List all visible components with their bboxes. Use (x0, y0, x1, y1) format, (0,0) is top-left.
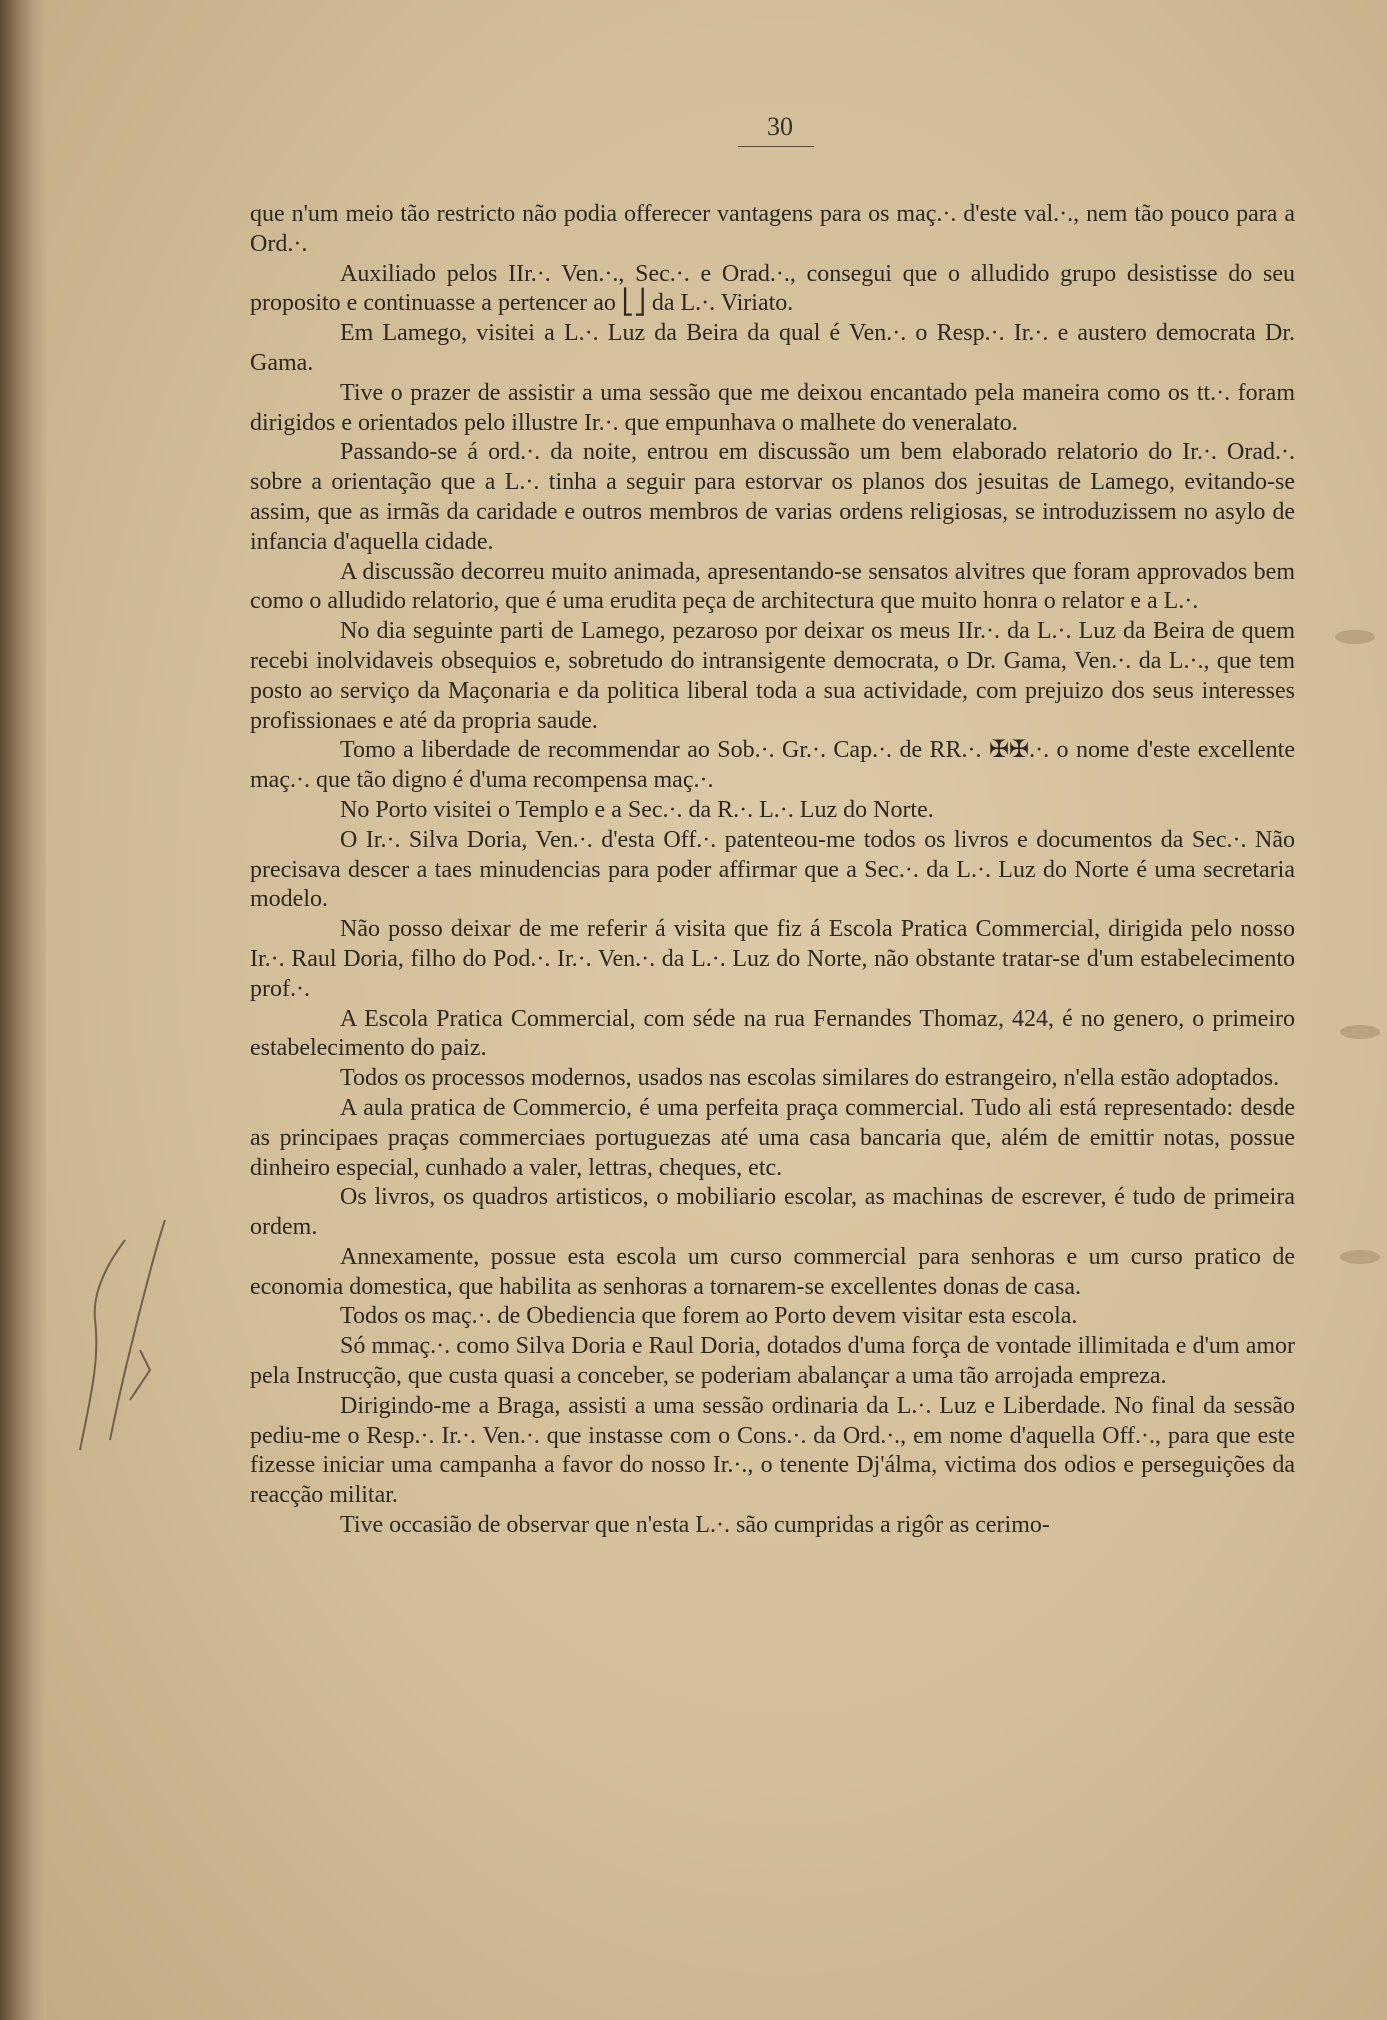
paragraph: Tomo a liberdade de recommendar ao Sob.·. Gr.·. Cap.·. de RR.·. ✠✠.·. o nome d'este excellente maç.·. que tão digno é d'uma recompensa maç.·. (250, 737, 1295, 794)
paragraph: Tive o prazer de assistir a uma sessão que me deixou encantado pela maneira como os tt.·. foram dirigidos e orientados pelo illustre Ir.·. que empunhava o malhete do veneralato. (250, 379, 1295, 436)
paragraph: Não posso deixar de me referir á visita que fiz á Escola Pratica Commercial, dirigida pelo nosso Ir.·. Raul Doria, filho do Pod.·. Ir.·. Ven.·. da L.·. Luz do Norte, não obstante tratar-se d'um estabelecimento prof.·. (250, 916, 1295, 1002)
paragraph: que n'um meio tão restricto não podia offerecer vantagens para os maç.·. d'este val.·., nem tão pouco para a Ord.·. (250, 201, 1295, 257)
paragraph: Todos os processos modernos, usados nas escolas similares do estrangeiro, n'ella estão adoptados. (340, 1065, 1280, 1092)
book-binding (0, 0, 46, 2020)
paragraph: A discussão decorreu muito animada, apresentando-se sensatos alvitres que foram approvados bem como o alludido relatorio, que é uma erudita peça de architectura que muito honra o relator e a L.·. (250, 558, 1295, 615)
paragraph: Todos os maç.·. de Obediencia que forem ao Porto devem visitar esta escola. (340, 1303, 1078, 1330)
paragraph: A Escola Pratica Commercial, com séde na rua Fernandes Thomaz, 424, é no genero, o primeiro estabelecimento do paiz. (250, 1005, 1295, 1062)
paragraph: Os livros, os quadros artisticos, o mobiliario escolar, as machinas de escrever, é tudo de primeira ordem. (250, 1184, 1295, 1241)
paragraph: Dirigindo-me a Braga, assisti a uma sessão ordinaria da L.·. Luz e Liberdade. No final da sessão pediu-me o Resp.·. Ir.·. Ven.·. que instasse com o Cons.·. da Ord.·., em nome d'aquella Off.·., para que este fizesse iniciar uma campanha a favor do nosso Ir.·., o tenente Dj'álma, victima dos odios e perseguições da reacção militar. (250, 1392, 1295, 1509)
page-smudge (1340, 1025, 1380, 1039)
paragraph: No dia seguinte parti de Lamego, pezaroso por deixar os meus IIr.·. da L.·. Luz da Beira de quem recebi inolvidaveis obsequios e, sobretudo do intransigente democrata, o Dr. Gama, Ven.·. da L.·., que tem posto ao serviço da Maçonaria e da politica liberal toda a sua actividade, com prejuizo dos seus interesses profissionaes e até da propria saude. (250, 618, 1295, 734)
page-number: 30 (767, 112, 793, 141)
paragraph: A aula pratica de Commercio, é uma perfeita praça commercial. Tudo ali está representado: desde as principaes praças commerciaes portuguezas até uma casa bancaria que, além de emittir notas, possue dinheiro especial, cunhado a valer, lettras, cheques, etc. (250, 1094, 1295, 1181)
handwritten-margin-annotation (70, 1200, 180, 1460)
paragraph: Só mmaç.·. como Silva Doria e Raul Doria, dotados d'uma força de vontade illimitada e d'um amor pela Instrucção, que custa quasi a conceber, se poderiam abalançar a uma tão arrojada empreza. (250, 1333, 1295, 1390)
paragraph: O Ir.·. Silva Doria, Ven.·. d'esta Off.·. patenteou-me todos os livros e documentos da Sec.·. Não precisava descer a taes minudencias para poder affirmar que a Sec.·. da L.·. Luz do Norte é uma secretaria modelo. (250, 826, 1295, 913)
paragraph: Em Lamego, visitei a L.·. Luz da Beira da qual é Ven.·. o Resp.·. Ir.·. e austero democrata Dr. Gama. (250, 320, 1295, 376)
page-body-text (250, 200, 1295, 1541)
page-smudge (1340, 1250, 1380, 1264)
paragraph: Passando-se á ord.·. da noite, entrou em discussão um bem elaborado relatorio do Ir.·. Orad.·. sobre a orientação que a L.·. tinha a seguir para estorvar os planos dos jesuitas de Lamego, evitando-se assim, que as irmãs da caridade e outros membros de varias ordens religiosas, se introduzissem no asylo de infancia d'aquella cidade. (250, 439, 1295, 555)
page-smudge (1335, 630, 1375, 644)
paragraph: Annexamente, possue esta escola um curso commercial para senhoras e um curso pratico de economia domestica, que habilita as senhoras a tornarem-se excellentes donas de casa. (250, 1243, 1295, 1300)
paragraph: Tive occasião de observar que n'esta L.·. são cumpridas a rigôr as cerimo- (340, 1512, 1050, 1539)
paragraph: Auxiliado pelos IIr.·. Ven.·., Sec.·. e Orad.·., consegui que o alludido grupo desistisse do seu proposito e continuasse a pertencer ao ⎣⎦ da L.·. Viriato. (250, 260, 1295, 317)
paragraph: No Porto visitei o Templo e a Sec.·. da R.·. L.·. Luz do Norte. (340, 796, 934, 823)
page-number-rule (738, 146, 814, 147)
